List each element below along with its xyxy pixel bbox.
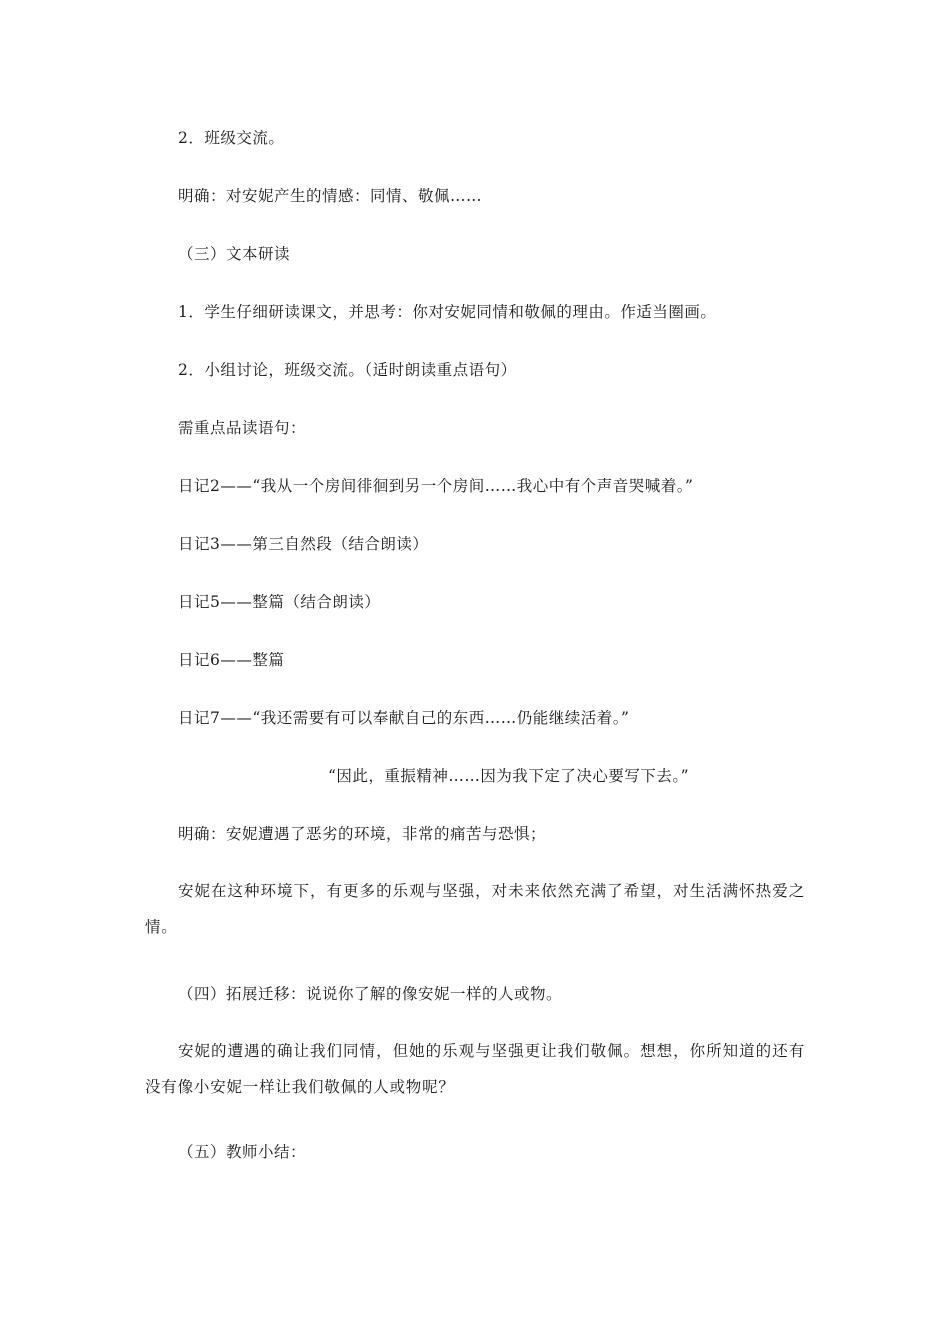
line-clarify-emotion: 明确：对安妮产生的情感：同情、敬佩…… xyxy=(178,187,483,205)
line-study-task-1: 1．学生仔细研读课文，并思考：你对安妮同情和敬佩的理由。作适当圈画。 xyxy=(178,303,717,321)
section-heading-text-study: （三）文本研读 xyxy=(178,245,291,263)
line-diary-2: 日记2——“我从一个房间徘徊到另一个房间……我心中有个声音哭喊着。” xyxy=(178,477,694,495)
line-diary-5: 日记5——整篇（结合朗读） xyxy=(178,593,381,611)
paragraph-anne-optimism: 安妮在这种环境下，有更多的乐观与坚强，对未来依然充满了希望，对生活满怀热爱之情。 xyxy=(145,882,805,936)
line-diary-3: 日记3——第三自然段（结合朗读） xyxy=(178,535,429,553)
section-heading-extension: （四）拓展迁移：说说你了解的像安妮一样的人或物。 xyxy=(178,985,563,1003)
line-diary-7-continued: “因此，重振精神……因为我下定了决心要写下去。” xyxy=(328,767,690,785)
line-study-task-2: 2．小组讨论，班级交流。（适时朗读重点语句） xyxy=(178,361,517,379)
line-diary-7: 日记7——“我还需要有可以奉献自己的东西……仍能继续活着。” xyxy=(178,709,630,727)
line-key-sentences-label: 需重点品读语句： xyxy=(178,419,307,437)
paragraph-extension-question: 安妮的遭遇的确让我们同情，但她的乐观与坚强更让我们敬佩。想想，你所知道的还有没有像小安妮一样让我们敬佩的人或物呢？ xyxy=(145,1042,805,1096)
section-heading-teacher-summary: （五）教师小结： xyxy=(178,1143,307,1161)
line-diary-6: 日记6——整篇 xyxy=(178,651,285,669)
line-clarify-environment: 明确：安妮遭遇了恶劣的环境，非常的痛苦与恐惧； xyxy=(178,825,547,843)
line-class-exchange: 2．班级交流。 xyxy=(178,129,285,147)
